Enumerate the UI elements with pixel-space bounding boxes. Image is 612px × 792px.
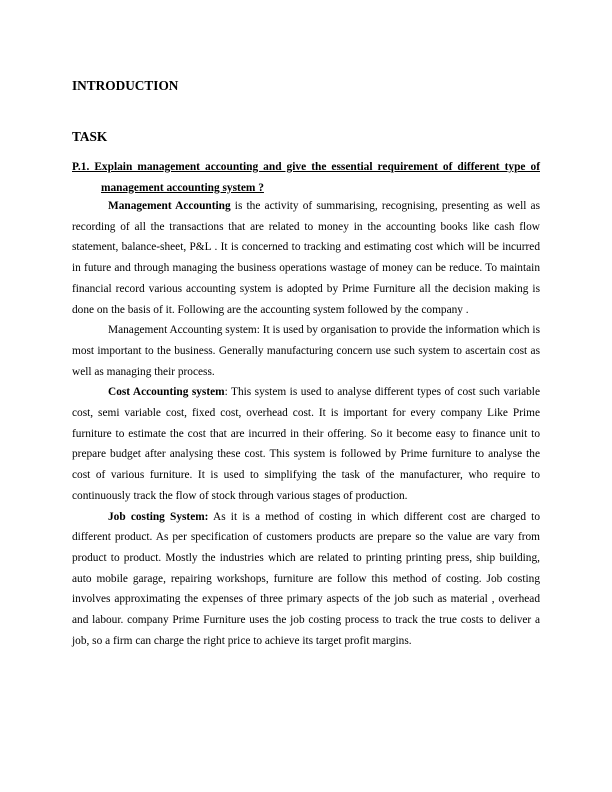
paragraph-text: Management Accounting system: It is used by organisation to provide the information which is most important to the business. Generally manufacturing concern use such system to ascertain cost as well as managing their process. xyxy=(72,324,540,378)
question-line-1: P.1. Explain management accounting and give the essential requirement of different type of xyxy=(72,161,540,173)
paragraph-text: is the activity of summarising, recognising, presenting as well as recording of all the transactions that are related to money in the accounting books like cash flow statement, balance-sheet, P&L . It is concerned to tracking and estimating cost which will be incurred in future and through managing the business operations wastage of money can be reduce. To maintain financial record various accounting system is adopted by Prime Furniture all the decision making is done on the basis of it. Following are the accounting system followed by the company . xyxy=(72,200,541,316)
body-text xyxy=(72,196,540,651)
paragraph-text: : This system is used to analyse different types of cost such variable cost, semi variable cost, fixed cost, overhead cost. It is important for every company Like Prime furniture to estimate the cost that are incurred in their offering. So it become easy to finance unit to prepare budget after analysing these cost. This system is followed by Prime furniture to analyse the cost of various furniture. It is used to simplifying the task of the manufacturer, who require to continuously track the flow of stock through various stages of production. xyxy=(72,386,540,502)
paragraph-management-accounting xyxy=(72,196,540,320)
paragraph-management-accounting-system xyxy=(72,320,540,382)
paragraph-lead: Management Accounting xyxy=(108,200,231,212)
heading-task: TASK xyxy=(72,129,108,144)
question-line-2: management accounting system ? xyxy=(101,181,264,194)
paragraph-job-costing-system xyxy=(72,507,540,652)
paragraph-lead: Cost Accounting system xyxy=(108,386,225,399)
heading-introduction: INTRODUCTION xyxy=(72,78,179,93)
question-p1 xyxy=(72,157,540,198)
paragraph-text: As it is a method of costing in which different cost are charged to different product. As per specification of customers products are prepare so the value are vary from product to product. Mostly the industries which are related to printing printing press, ship building, auto mobile garage, repairing workshops, furniture are follow this method of costing. Job costing involves approximating the expenses of three primary aspects of the job such as material , overhead and labour. company Prime Furniture uses the job costing process to track the true costs to deliver a job, so a firm can charge the right price to achieve its target profit margins. xyxy=(72,510,541,647)
paragraph-cost-accounting-system xyxy=(72,382,540,506)
paragraph-lead: Job costing System: xyxy=(108,510,209,523)
